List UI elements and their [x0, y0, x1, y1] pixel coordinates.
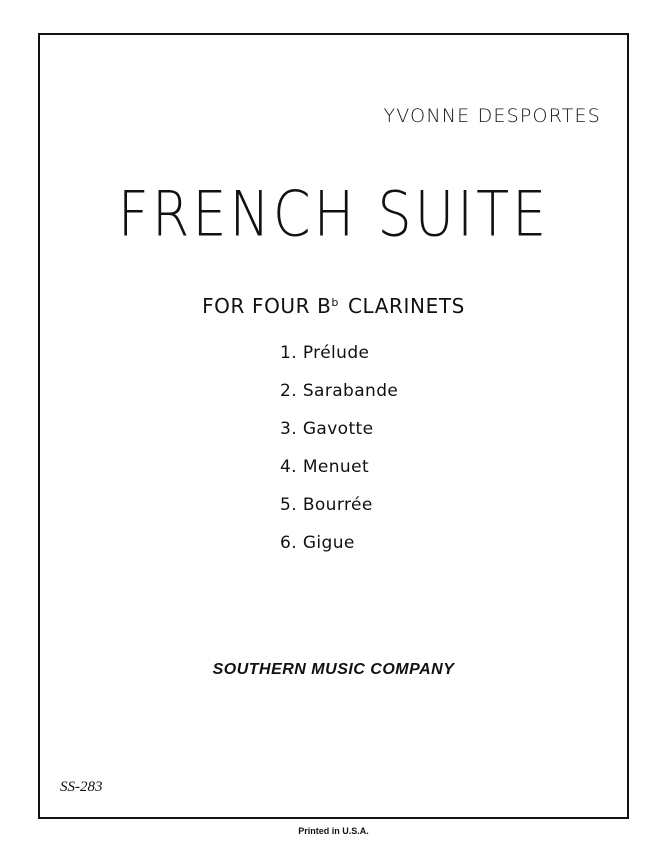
movement-item: 3. Gavotte: [280, 419, 374, 439]
movement-item: 4. Menuet: [280, 457, 370, 477]
flat-sign: b: [331, 296, 340, 309]
movement-item: 1. Prélude: [280, 343, 370, 363]
movement-item: 2. Sarabande: [280, 381, 399, 401]
movement-item: 6. Gigue: [280, 533, 355, 553]
movement-item: 5. Bourrée: [280, 495, 373, 515]
instrumentation-subtitle: [0, 294, 667, 318]
catalog-number: SS-283: [60, 779, 103, 795]
page-title: FRENCH SUITE: [117, 178, 550, 251]
subtitle-suffix: CLARINETS: [347, 294, 465, 318]
composer-name: YVONNE DESPORTES: [383, 105, 601, 127]
publisher-name: SOUTHERN MUSIC COMPANY: [212, 661, 455, 678]
movement-list: [280, 343, 398, 571]
printed-in-note: Printed in U.S.A.: [298, 826, 369, 836]
subtitle-prefix: FOR FOUR B: [202, 294, 332, 318]
